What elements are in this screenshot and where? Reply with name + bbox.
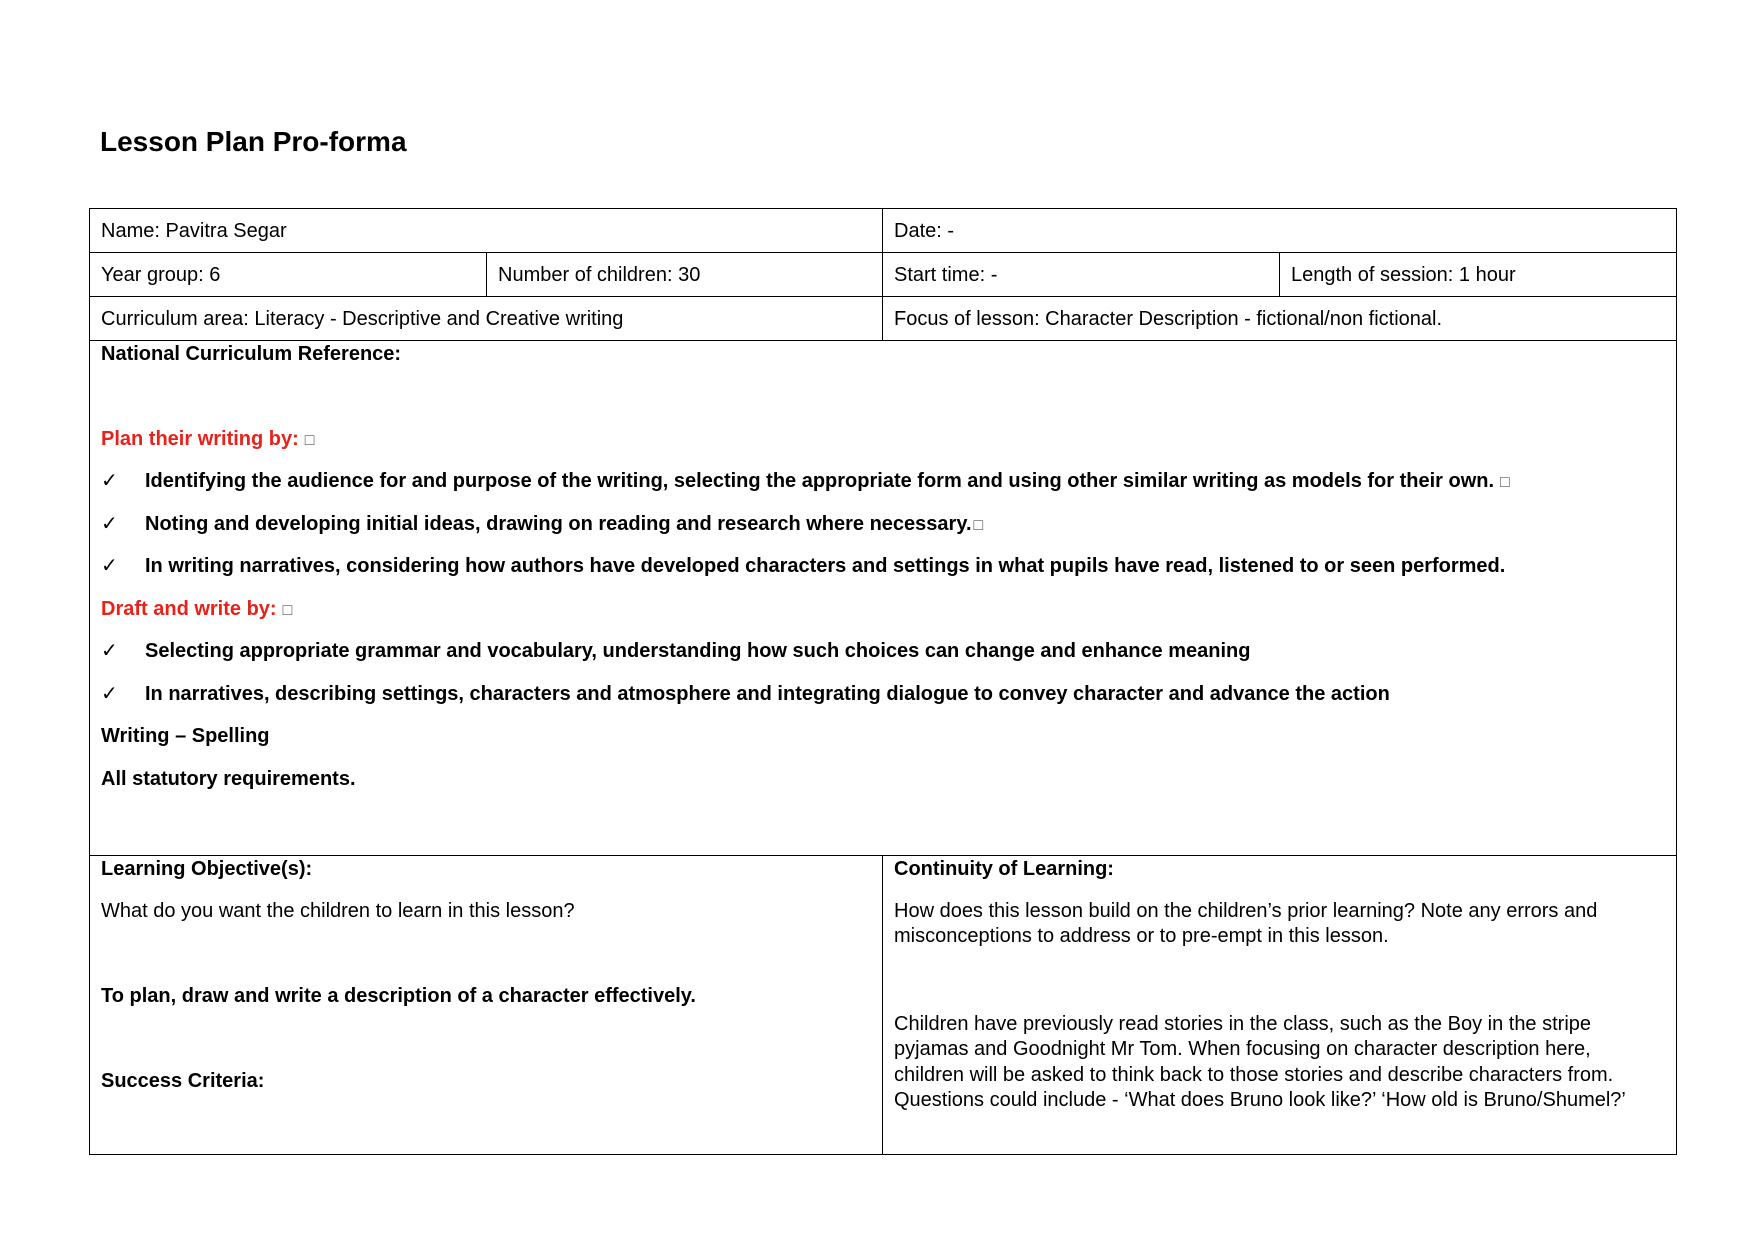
continuity-question-line: misconceptions to address or to pre-empt in this lesson. (894, 925, 1389, 947)
check-icon: ✓ (101, 470, 118, 492)
continuity-heading: Continuity of Learning: (894, 858, 1114, 880)
statutory-text: All statutory requirements. (101, 768, 356, 790)
learning-objectives-question: What do you want the children to learn in this lesson? (101, 900, 575, 922)
number-of-children-cell (486, 252, 883, 297)
placeholder-glyph: □ (282, 602, 293, 619)
date-text: Date: - (894, 220, 955, 242)
continuity-answer-line: Questions could include - ‘What does Bruno look like?’ ‘How old is Bruno/Shumel?’ (894, 1089, 1626, 1111)
curriculum-area-text: Curriculum area: Literacy - Descriptive and Creative writing (101, 308, 624, 330)
learning-objectives-heading: Learning Objective(s): (101, 858, 313, 880)
curriculum-area-cell (89, 296, 883, 341)
check-icon: ✓ (101, 683, 118, 705)
year-group-cell (89, 252, 487, 297)
start-time-cell (882, 252, 1280, 297)
page-title: Lesson Plan Pro-forma (100, 126, 407, 157)
placeholder-glyph: □ (1500, 474, 1510, 491)
continuity-answer-line: pyjamas and Goodnight Mr Tom. When focusing on character description here, (894, 1038, 1591, 1060)
draft-heading: Draft and write by: □ (101, 598, 293, 620)
continuity-answer-line: Children have previously read stories in the class, such as the Boy in the stripe (894, 1013, 1592, 1035)
focus-of-lesson-cell (882, 296, 1677, 341)
name-text: Name: Pavitra Segar (101, 220, 287, 242)
continuity-cell (882, 855, 1677, 1155)
date-cell (882, 208, 1677, 253)
check-icon: ✓ (101, 640, 118, 662)
length-of-session-cell (1279, 252, 1677, 297)
check-icon: ✓ (101, 555, 118, 577)
success-criteria-heading: Success Criteria: (101, 1070, 265, 1092)
continuity-question-line: How does this lesson build on the children’s prior learning? Note any errors and (894, 900, 1598, 922)
learning-objective-text: To plan, draw and write a description of a character effectively. (101, 985, 696, 1007)
length-of-session-text: Length of session: 1 hour (1291, 264, 1516, 286)
placeholder-glyph: □ (973, 517, 984, 534)
plan-heading: Plan their writing by: □ (101, 428, 315, 450)
start-time-text: Start time: - (894, 264, 998, 286)
placeholder-glyph: □ (304, 432, 315, 449)
national-curriculum-cell: National Curriculum Reference: Plan their writing by: □ ✓ Identifying the audience for and purpose of the writing, selecting the appropriate form and using other similar writing as models for their own. □ ✓ Noting and developing initial ideas, drawing on reading and research where necessary. □ ✓ In writing narratives, considering how authors have developed characters and settings in what pupils have read, listened to or seen performed. Draft and write by: □ ✓ Selecting appropriate grammar and vocabulary, understanding how such choices can change and enhance meaning ✓ In narratives, describing settings, characters and atmosphere and integrating dialogue to convey character and advance the action Writing – Spelling All statutory requirements. (89, 340, 1677, 856)
spelling-heading: Writing – Spelling (101, 725, 270, 747)
continuity-answer-line: children will be asked to think back to those stories and describe characters from. (894, 1064, 1614, 1086)
number-of-children-text: Number of children: 30 (498, 264, 701, 286)
year-group-text: Year group: 6 (101, 264, 221, 286)
check-icon: ✓ (101, 513, 118, 535)
focus-of-lesson-text: Focus of lesson: Character Description - fictional/non fictional. (894, 308, 1443, 330)
name-cell (89, 208, 883, 253)
learning-objectives-cell (89, 855, 883, 1155)
